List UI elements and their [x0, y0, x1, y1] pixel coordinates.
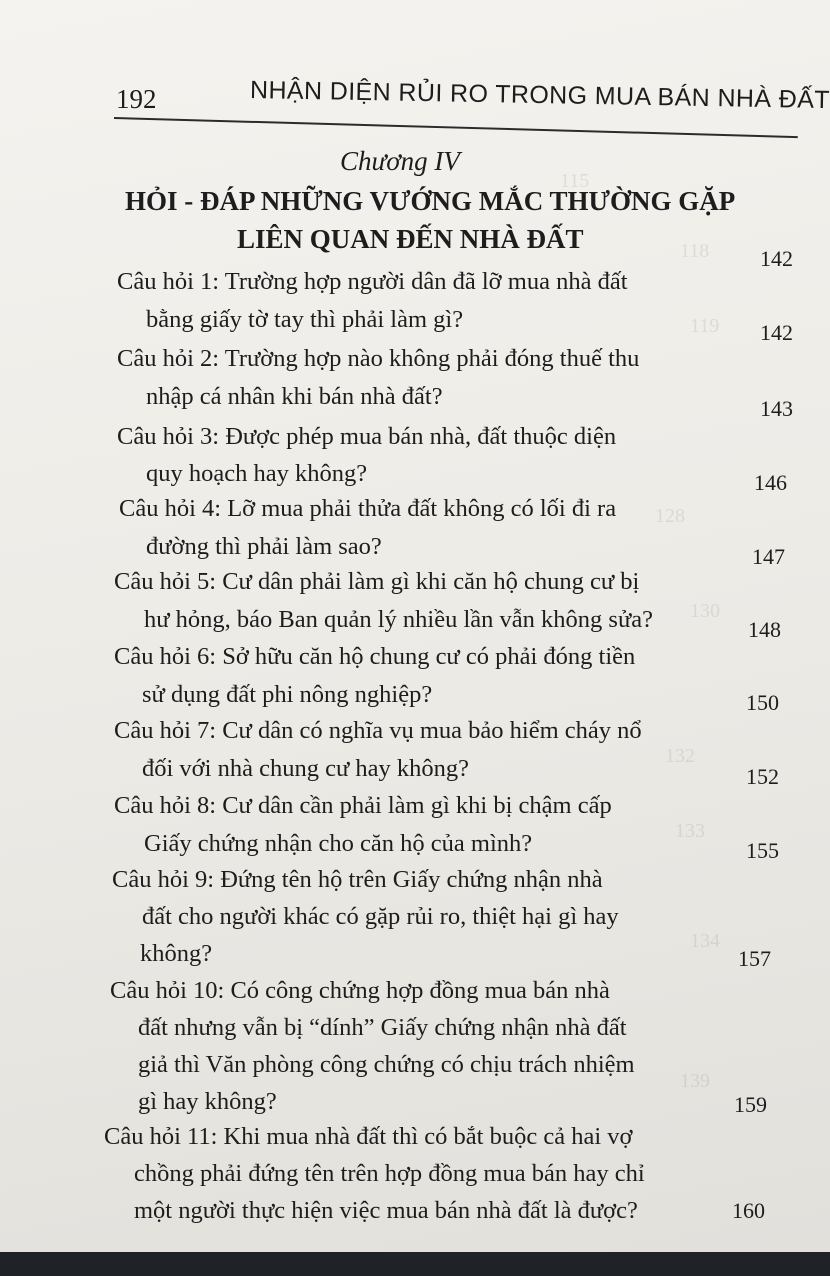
toc-entry-9-line-1: Câu hỏi 9: Đứng tên hộ trên Giấy chứng nhận nhà [112, 866, 603, 893]
running-head: NHẬN DIỆN RỦI RO TRONG MUA BÁN NHÀ ĐẤT [249, 76, 830, 115]
toc-entry-11-line-2: chồng phải đứng tên trên hợp đồng mua bán hay chỉ [134, 1160, 645, 1187]
chapter-label: Chương IV [340, 146, 460, 176]
bleed-through-text: 134 [690, 930, 720, 952]
toc-entry-1-page: 142 [760, 320, 793, 345]
toc-entry-2-page: 143 [760, 396, 793, 421]
toc-entry-4-line-1: Câu hỏi 4: Lỡ mua phải thửa đất không có lối đi ra [119, 495, 617, 522]
toc-entry-8-line-2: Giấy chứng nhận cho căn hộ của mình? [144, 830, 533, 857]
toc-entry-4-line-2: đường thì phải làm sao? [146, 533, 382, 560]
toc-entry-10-line-4: gì hay không? [138, 1088, 277, 1115]
bleed-through-text: 132 [665, 745, 695, 767]
toc-entry-7-line-2: đối với nhà chung cư hay không? [142, 755, 469, 782]
toc-entry-2-line-2: nhập cá nhân khi bán nhà đất? [146, 383, 443, 410]
toc-entry-5-line-2: hư hỏng, báo Ban quản lý nhiều lần vẫn không sửa? [144, 606, 653, 633]
toc-entry-9-line-3: không? [140, 940, 213, 967]
toc-entry-11-line-1: Câu hỏi 11: Khi mua nhà đất thì có bắt buộc cả hai vợ [104, 1123, 633, 1150]
toc-entry-5-page: 148 [748, 617, 781, 642]
bleed-through-text: 119 [690, 315, 720, 337]
bleed-through-text: 128 [655, 505, 685, 527]
bleed-through-text: 118 [680, 240, 710, 262]
toc-entry-2-line-1: Câu hỏi 2: Trường hợp nào không phải đóng thuế thu [117, 345, 640, 372]
toc-entry-6-line-1: Câu hỏi 6: Sở hữu căn hộ chung cư có phải đóng tiền [114, 643, 636, 670]
header-rule [114, 117, 798, 138]
toc-entry-11-page: 160 [732, 1198, 765, 1223]
bleed-through-text: 130 [690, 600, 720, 622]
toc-entry-3-page: 146 [754, 470, 787, 495]
chapter-page-number: 142 [760, 246, 793, 271]
bleed-through-text: 139 [680, 1070, 710, 1092]
toc-entry-7-line-1: Câu hỏi 7: Cư dân có nghĩa vụ mua bảo hiểm cháy nổ [114, 717, 642, 744]
toc-entry-6-page: 150 [746, 690, 779, 715]
toc-entry-7-page: 152 [746, 764, 779, 789]
toc-entry-8-line-1: Câu hỏi 8: Cư dân cần phải làm gì khi bị chậm cấp [114, 792, 612, 819]
toc-entry-4-page: 147 [752, 544, 785, 569]
toc-entry-8-page: 155 [746, 838, 779, 863]
toc-entry-9-line-2: đất cho người khác có gặp rủi ro, thiệt hại gì hay [142, 903, 619, 930]
bleed-through-text: 115 [560, 170, 590, 192]
toc-entry-10-line-1: Câu hỏi 10: Có công chứng hợp đồng mua bán nhà [110, 977, 610, 1004]
toc-entry-10-line-3: giả thì Văn phòng công chứng có chịu trách nhiệm [138, 1051, 635, 1078]
toc-entry-6-line-2: sử dụng đất phi nông nghiệp? [142, 681, 433, 708]
toc-entry-1-line-1: Câu hỏi 1: Trường hợp người dân đã lỡ mua nhà đất [117, 268, 628, 295]
toc-entry-3-line-2: quy hoạch hay không? [146, 460, 368, 487]
toc-entry-1-line-2: bằng giấy tờ tay thì phải làm gì? [146, 306, 464, 333]
toc-entry-3-line-1: Câu hỏi 3: Được phép mua bán nhà, đất thuộc diện [117, 423, 617, 450]
toc-entry-10-page: 159 [734, 1092, 767, 1117]
bleed-through-text: 133 [675, 820, 705, 842]
page-number: 192 [116, 84, 157, 114]
toc-entry-9-page: 157 [738, 946, 771, 971]
chapter-title-line-2: LIÊN QUAN ĐẾN NHÀ ĐẤT [237, 224, 584, 254]
toc-entry-10-line-2: đất nhưng vẫn bị “dính” Giấy chứng nhận nhà đất [138, 1014, 627, 1041]
chapter-title-line-1: HỎI - ĐÁP NHỮNG VƯỚNG MẮC THƯỜNG GẶP [125, 186, 736, 216]
toc-entry-5-line-1: Câu hỏi 5: Cư dân phải làm gì khi căn hộ chung cư bị [114, 568, 640, 595]
toc-entry-11-line-3: một người thực hiện việc mua bán nhà đất là được? [134, 1197, 638, 1224]
